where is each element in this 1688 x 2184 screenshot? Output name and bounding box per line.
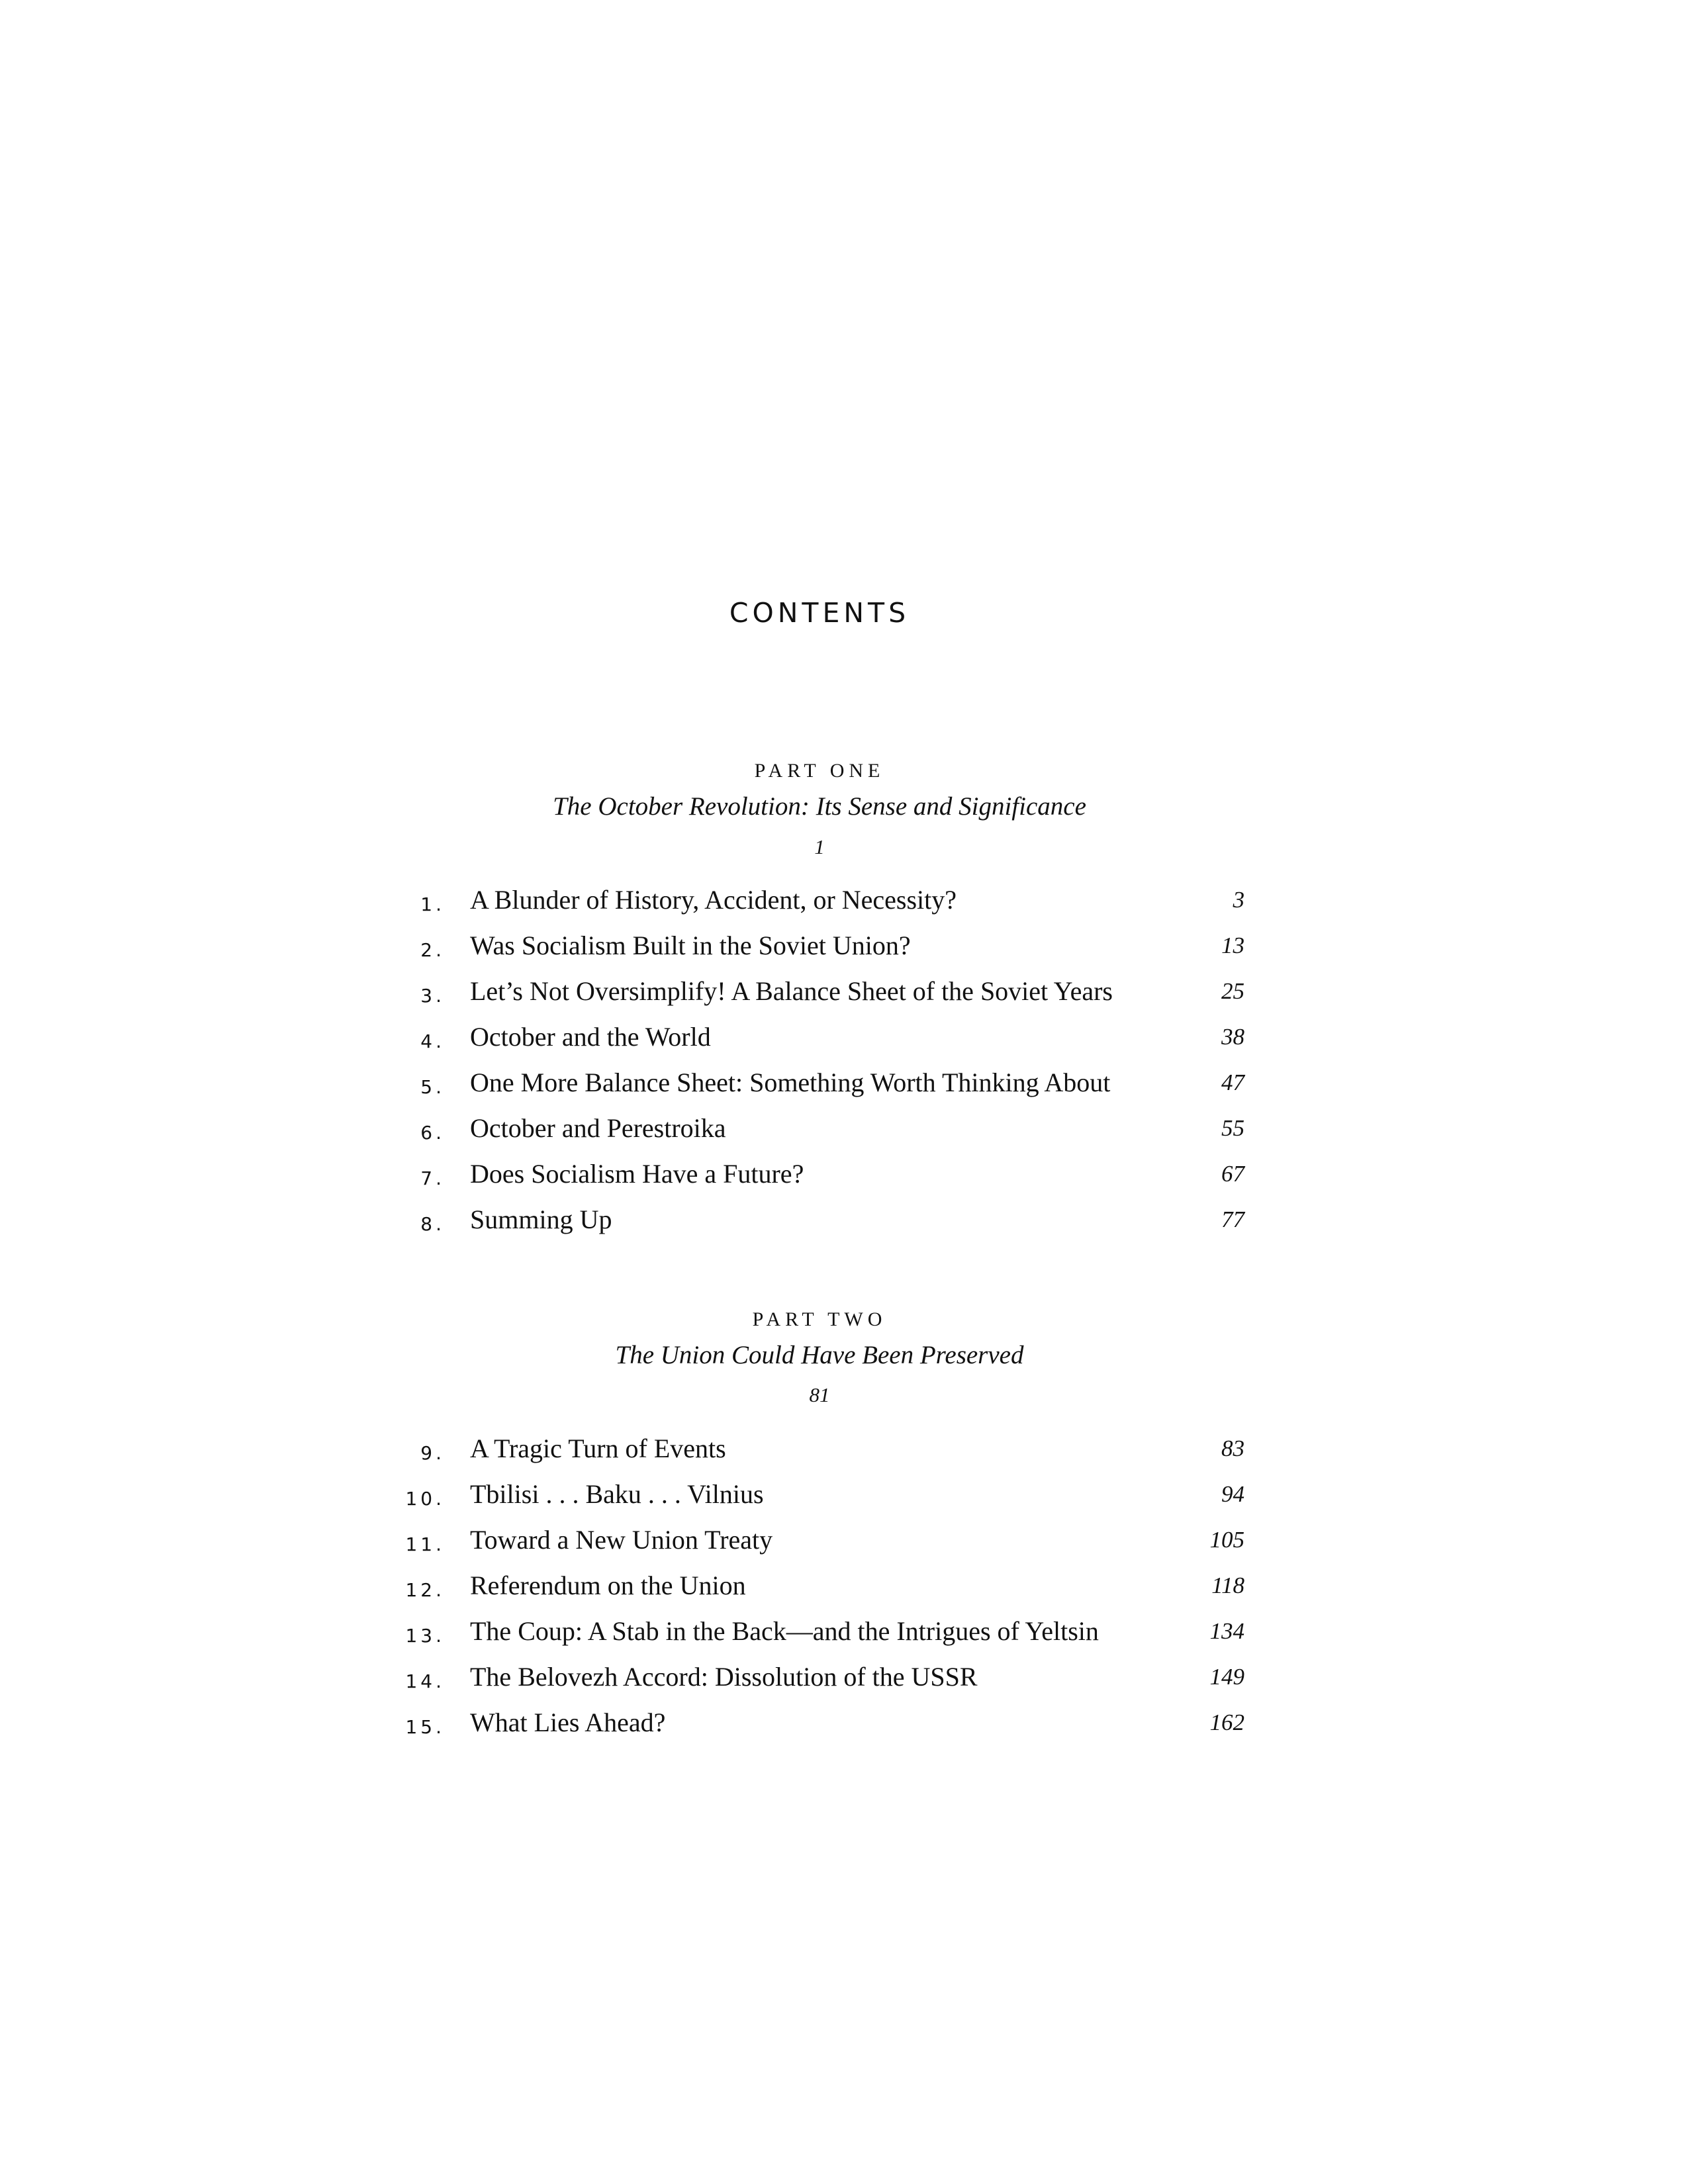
toc-entry[interactable]: [397, 884, 1244, 930]
toc-entry[interactable]: [397, 1524, 1244, 1570]
toc-entry[interactable]: [397, 1067, 1244, 1113]
toc-entry[interactable]: [397, 1479, 1244, 1524]
chapter-number: 15.: [405, 1716, 445, 1738]
part-two-subtitle: The Union Could Have Been Preserved: [615, 1341, 1024, 1369]
chapter-title: Let’s Not Oversimplify! A Balance Sheet of the Soviet Years: [470, 976, 1113, 1006]
part-one-page-number: 1: [814, 835, 825, 858]
part-two-page-number: 81: [809, 1383, 830, 1406]
part-two-label: PART TWO: [752, 1308, 887, 1330]
chapter-number: 14.: [405, 1670, 445, 1692]
chapter-page-number: 83: [1221, 1435, 1244, 1461]
chapter-title: Summing Up: [470, 1205, 612, 1234]
chapter-page-number: 105: [1209, 1527, 1244, 1553]
toc-entry[interactable]: [397, 1570, 1244, 1615]
chapter-page-number: 77: [1221, 1206, 1244, 1232]
chapter-title: Does Socialism Have a Future?: [470, 1159, 804, 1189]
chapter-number: 4.: [420, 1030, 445, 1052]
chapter-page-number: 3: [1233, 887, 1244, 913]
chapter-number: 9.: [420, 1442, 445, 1464]
chapter-page-number: 13: [1221, 933, 1244, 958]
chapter-number: 12.: [405, 1579, 445, 1601]
toc-entry[interactable]: [397, 930, 1244, 976]
chapter-number: 2.: [420, 939, 445, 961]
chapter-title: The Coup: A Stab in the Back—and the Intrigues of Yeltsin: [470, 1616, 1099, 1646]
chapter-title: Referendum on the Union: [470, 1570, 746, 1600]
chapter-page-number: 118: [1211, 1572, 1244, 1598]
chapter-number: 8.: [420, 1213, 445, 1235]
chapter-number: 10.: [405, 1488, 445, 1510]
chapter-page-number: 25: [1221, 978, 1244, 1004]
toc-entry[interactable]: [397, 1433, 1244, 1479]
toc-entry[interactable]: [397, 1158, 1244, 1204]
part-one-subtitle: The October Revolution: Its Sense and Significance: [553, 792, 1086, 821]
chapter-title: Was Socialism Built in the Soviet Union?: [470, 931, 911, 960]
chapter-title: A Tragic Turn of Events: [470, 1433, 726, 1463]
toc-entry[interactable]: [397, 976, 1244, 1021]
chapter-number: 3.: [420, 985, 445, 1007]
chapter-number: 13.: [405, 1625, 445, 1647]
part-two-chapter-list: [397, 1433, 1244, 1752]
chapter-title: One More Balance Sheet: Something Worth Thinking About: [470, 1068, 1111, 1097]
chapter-page-number: 149: [1209, 1664, 1244, 1690]
part-one-label: PART ONE: [754, 760, 885, 782]
page-title: CONTENTS: [729, 597, 910, 629]
chapter-title: Tbilisi . . . Baku . . . Vilnius: [470, 1479, 764, 1509]
chapter-page-number: 38: [1221, 1024, 1244, 1050]
chapter-page-number: 94: [1221, 1481, 1244, 1507]
chapter-title: October and Perestroika: [470, 1113, 726, 1143]
part-one-chapter-list: [397, 884, 1244, 1250]
toc-entry[interactable]: [397, 1021, 1244, 1067]
chapter-title: The Belovezh Accord: Dissolution of the USSR: [470, 1662, 978, 1692]
chapter-number: 6.: [420, 1122, 445, 1144]
chapter-number: 1.: [420, 893, 445, 915]
toc-entry[interactable]: [397, 1113, 1244, 1158]
toc-entry[interactable]: [397, 1707, 1244, 1752]
chapter-title: October and the World: [470, 1022, 711, 1052]
chapter-number: 7.: [420, 1167, 445, 1189]
chapter-title: What Lies Ahead?: [470, 1707, 666, 1737]
chapter-page-number: 55: [1221, 1115, 1244, 1141]
chapter-page-number: 47: [1221, 1069, 1244, 1095]
chapter-page-number: 67: [1221, 1161, 1244, 1187]
chapter-number: 11.: [405, 1533, 445, 1555]
toc-entry[interactable]: [397, 1204, 1244, 1250]
chapter-page-number: 162: [1209, 1709, 1244, 1735]
chapter-title: A Blunder of History, Accident, or Necessity?: [470, 885, 957, 915]
chapter-title: Toward a New Union Treaty: [470, 1525, 773, 1555]
chapter-number: 5.: [420, 1076, 445, 1098]
toc-entry[interactable]: [397, 1615, 1244, 1661]
chapter-page-number: 134: [1209, 1618, 1244, 1644]
toc-entry[interactable]: [397, 1661, 1244, 1707]
